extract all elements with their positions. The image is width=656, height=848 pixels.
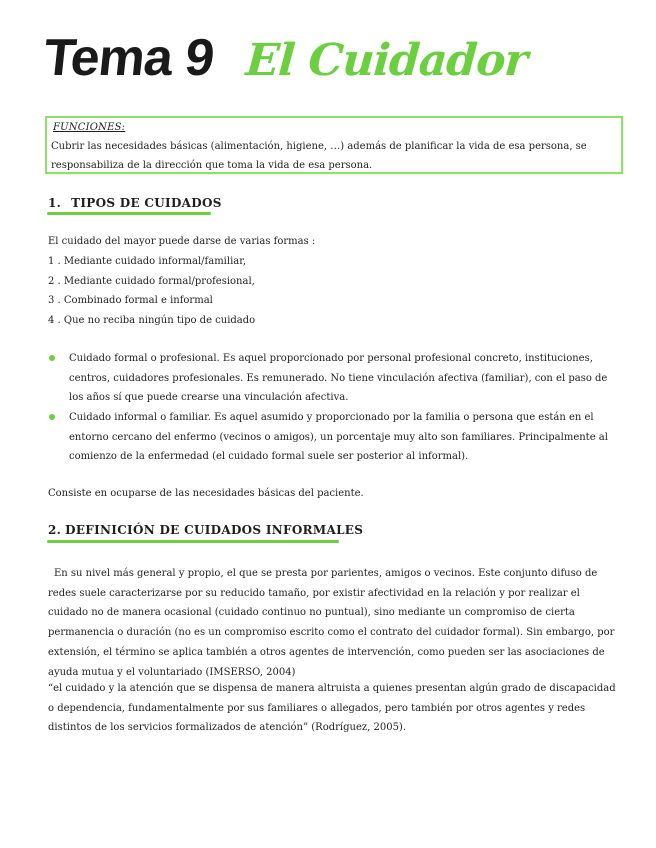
bullet-formal: Cuidado formal o profesional. Es aquel proporcionado por personal profesional concreto, instituciones, centros, cuidadores profesionales. Es remunerado. No tiene vinculación afectiva (familiar), con el paso de los años sí que puede crearse una vinculación afectiva. (69, 353, 608, 403)
bullet-informal: Cuidado informal o familiar. Es aquel asumido y proporcionado por la familia o persona que están en el entorno cercano del enfermo (vecinos o amigos), un porcentaje muy alto son familiares. Principalmente al comienzo de la enfermedad (el cuidado formal suele ser posterior al informal). (69, 412, 608, 462)
section2-underline (47, 540, 339, 543)
list-item: 4 . Que no reciba ningún tipo de cuidado (48, 315, 256, 326)
bullet-icon (49, 355, 55, 361)
section1-intro: El cuidado del mayor puede darse de varias formas : (48, 236, 316, 247)
section1-number: 1. (48, 196, 62, 210)
title-cuidador: El Cuidador (244, 35, 530, 86)
list-item: 1 . Mediante cuidado informal/familiar, (48, 256, 247, 267)
section1-title: TIPOS DE CUIDADOS (71, 196, 222, 210)
funciones-text: Cubrir las necesidades básicas (alimentación, higiene, …) además de planificar la vida de esa persona, se responsabiliza de la dirección que toma la vida de esa persona. (51, 141, 587, 171)
list-item: 3 . Combinado formal e informal (48, 295, 213, 306)
section2-quote: “el cuidado y la atención que se dispensa de manera altruista a quienes presentan algún grado de discapacidad o dependencia, fundamentalmente por sus familiares o allegados, pero también por otros agentes y redes distintos de los servicios formalizados de atención” (Rodríguez, 2005). (48, 683, 616, 734)
list-item: 2 . Mediante cuidado formal/profesional, (48, 276, 255, 287)
section2-number: 2. (48, 523, 62, 537)
funciones-title: FUNCIONES: (53, 122, 126, 133)
page-title (40, 28, 530, 98)
bullet-icon (49, 414, 55, 420)
section1-closing: Consiste en ocuparse de las necesidades básicas del paciente. (48, 488, 364, 499)
section1-underline (47, 212, 211, 215)
funciones-box (45, 116, 623, 174)
section2-heading (48, 523, 363, 537)
section1-heading (48, 196, 222, 210)
section2-title: DEFINICIÓN DE CUIDADOS INFORMALES (65, 523, 364, 537)
section2-paragraph: En su nivel más general y propio, el que se presta por parientes, amigos o vecinos. Este conjunto difuso de redes suele caracterizarse por su reducido tamaño, por existir afectividad en la relación y por realizar el cuidado no de manera ocasional (cuidado continuo no puntual), sino mediante un compromiso de cierta permanencia o duración (no es un compromiso escrito como el contrato del cuidador formal). Sin embargo, por extensión, el término se aplica también a otros agentes de intervención, como pueden ser las asociaciones de ayuda mutua y el voluntariado (IMSERSO, 2004) (48, 568, 615, 678)
title-tema: Tema 9 (40, 29, 217, 87)
